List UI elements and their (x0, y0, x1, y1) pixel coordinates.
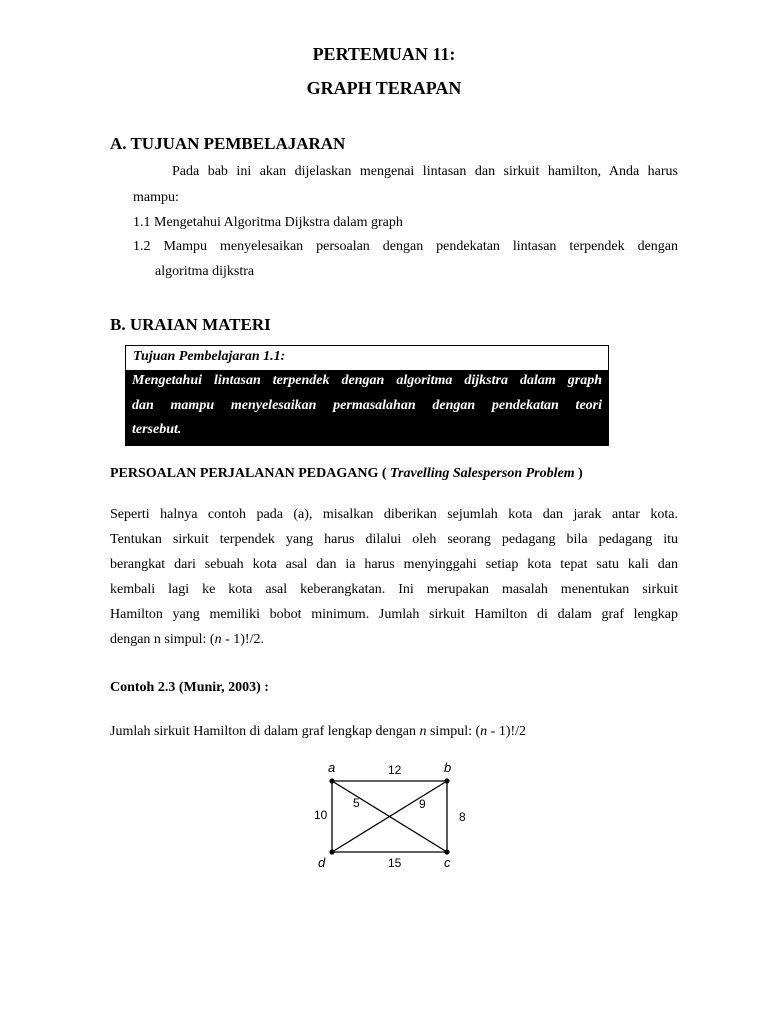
tsp-para-line-6 (110, 632, 264, 648)
objective-item-2-line-2: algoritma dijkstra (155, 264, 255, 279)
box-line-1: Mengetahui lintasan terpendek dengan algoritma dijkstra dalam graph (132, 373, 602, 388)
node-c (444, 849, 449, 854)
objective-item-2-line-1: 1.2 Mampu menyelesaikan persoalan dengan pendekatan lintasan terpendek dengan (133, 239, 678, 254)
tsp-line6-pre: dengan n simpul: ( (110, 632, 215, 647)
box-line-2: dan mampu menyelesaikan permasalahan dengan pendekatan teori (132, 398, 602, 413)
weight-ab: 12 (388, 763, 402, 777)
node-label-d: d (318, 855, 326, 870)
node-label-a: a (328, 760, 336, 775)
weight-bd: 9 (419, 797, 426, 811)
example-sentence (110, 724, 526, 740)
box-body (126, 370, 608, 445)
tsp-para-line-4: kembali lagi ke kota asal keberangkatan. Ini merupakan masalah menentukan sirkuit (110, 582, 678, 597)
node-label-c: c (444, 855, 451, 870)
tsp-heading-italic: Travelling Salesperson Problem (390, 466, 575, 481)
tsp-para-line-2: Tentukan sirkuit terpendek yang harus dilalui oleh seorang pedagang bila pedagang itu (110, 532, 678, 547)
example-mid: simpul: ( (426, 724, 481, 739)
tsp-heading (110, 466, 583, 482)
tsp-heading-post: ) (574, 466, 583, 481)
page-title: PERTEMUAN 11: (312, 44, 456, 64)
weight-bc: 8 (459, 810, 466, 824)
weight-da: 10 (314, 808, 328, 822)
weight-cd: 15 (388, 856, 402, 870)
intro-line-1: Pada bab ini akan dijelaskan mengenai lintasan dan sirkuit hamilton, Anda harus (172, 164, 678, 179)
node-label-b: b (444, 760, 452, 775)
example-pre: Jumlah sirkuit Hamilton di dalam graf lengkap dengan (110, 724, 420, 739)
box-title: Tujuan Pembelajaran 1.1: (126, 346, 608, 370)
tsp-heading-pre: PERSOALAN PERJALANAN PEDAGANG ( (110, 466, 391, 481)
objective-item-1: 1.1 Mengetahui Algoritma Dijkstra dalam graph (133, 215, 403, 230)
section-b-heading: B. URAIAN MATERI (110, 315, 271, 334)
example-n2: n (480, 724, 488, 739)
tsp-line6-post: - 1)!/2. (221, 632, 264, 647)
complete-graph-figure (300, 755, 480, 875)
tsp-para-line-5: Hamilton yang memiliki bobot minimum. Jumlah sirkuit Hamilton di dalam graf lengkap (110, 607, 678, 622)
box-line-3: tersebut. (132, 422, 182, 437)
tsp-para-line-3: berangkat dari sebuah kota asal dan ia harus menyinggahi setiap kota tepat satu kali dan (110, 557, 678, 572)
example-post: - 1)!/2 (487, 724, 527, 739)
intro-line-2: mampu: (133, 190, 179, 205)
node-a (329, 778, 334, 783)
node-b (444, 778, 449, 783)
section-a-heading: A. TUJUAN PEMBELAJARAN (110, 134, 346, 153)
weight-ac: 5 (353, 796, 360, 810)
learning-objective-box (125, 345, 609, 446)
page-subtitle: GRAPH TERAPAN (306, 78, 462, 98)
example-n1: n (419, 724, 427, 739)
tsp-para-line-1: Seperti halnya contoh pada (a), misalkan diberikan sejumlah kota dan jarak antar kota. (110, 507, 678, 522)
node-d (329, 849, 334, 854)
tsp-line6-n: n (214, 632, 222, 647)
example-heading: Contoh 2.3 (Munir, 2003) : (110, 680, 269, 695)
